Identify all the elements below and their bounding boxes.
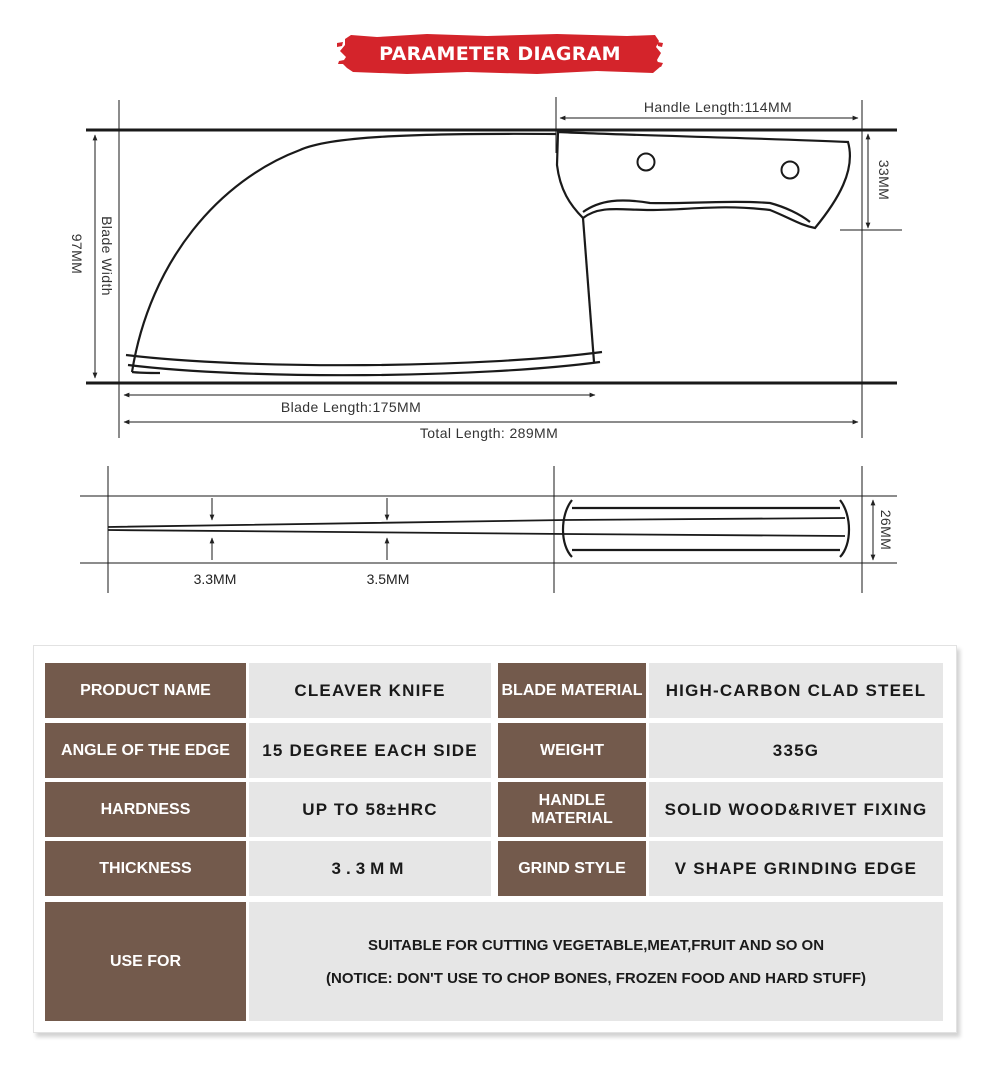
banner-title: PARAMETER DIAGRAM (379, 43, 621, 65)
spec-table (33, 645, 957, 1033)
spec-value-product-name: CLEAVER KNIFE (249, 663, 491, 718)
spec-value-handle-material: SOLID WOOD&RIVET FIXING (649, 782, 943, 837)
spec-label-handle-material: HANDLE MATERIAL (498, 782, 646, 837)
spec-value-thickness: 3.3MM (249, 841, 491, 896)
spec-value-grind-style: V SHAPE GRINDING EDGE (649, 841, 943, 896)
thickness-label-2: 3.5MM (366, 571, 410, 587)
spec-label-product-name: PRODUCT NAME (45, 663, 246, 718)
handle-outline (557, 132, 850, 228)
handle-height-label: 33MM (876, 159, 892, 201)
spec-label-grind-style: GRIND STYLE (498, 841, 646, 896)
spec-label-weight: WEIGHT (498, 723, 646, 778)
spec-value-hardness: UP TO 58±HRC (249, 782, 491, 837)
spec-label-hardness: HARDNESS (45, 782, 246, 837)
blade-spine (108, 518, 845, 536)
thickness-label-1: 3.3MM (193, 571, 237, 587)
use-for-line-2: (NOTICE: DON'T USE TO CHOP BONES, FROZEN FOOD AND HARD STUFF) (326, 969, 866, 987)
spec-value-weight: 335G (649, 723, 943, 778)
blade-width-label: Blade Width (99, 216, 115, 296)
spec-value-edge-angle: 15 DEGREE EACH SIDE (249, 723, 491, 778)
spec-value-use-for (249, 902, 943, 1021)
spec-label-thickness: THICKNESS (45, 841, 246, 896)
spec-label-use-for: USE FOR (45, 902, 246, 1021)
blade-outline (126, 134, 602, 375)
spec-label-blade-material: BLADE MATERIAL (498, 663, 646, 718)
spec-label-edge-angle: ANGLE OF THE EDGE (45, 723, 246, 778)
use-for-line-1: SUITABLE FOR CUTTING VEGETABLE,MEAT,FRUIT AND SO ON (367, 936, 825, 954)
handle-top-view (563, 500, 849, 557)
handle-length-label: Handle Length:114MM (643, 99, 793, 115)
total-length-label: Total Length: 289MM (419, 425, 559, 441)
handle-width-label: 26MM (878, 509, 894, 551)
blade-length-label: Blade Length:175MM (280, 399, 422, 415)
blade-width-value: 97MM (69, 233, 85, 275)
side-view (86, 97, 902, 438)
spec-value-blade-material: HIGH-CARBON CLAD STEEL (649, 663, 943, 718)
dimension-arrows (95, 118, 868, 422)
